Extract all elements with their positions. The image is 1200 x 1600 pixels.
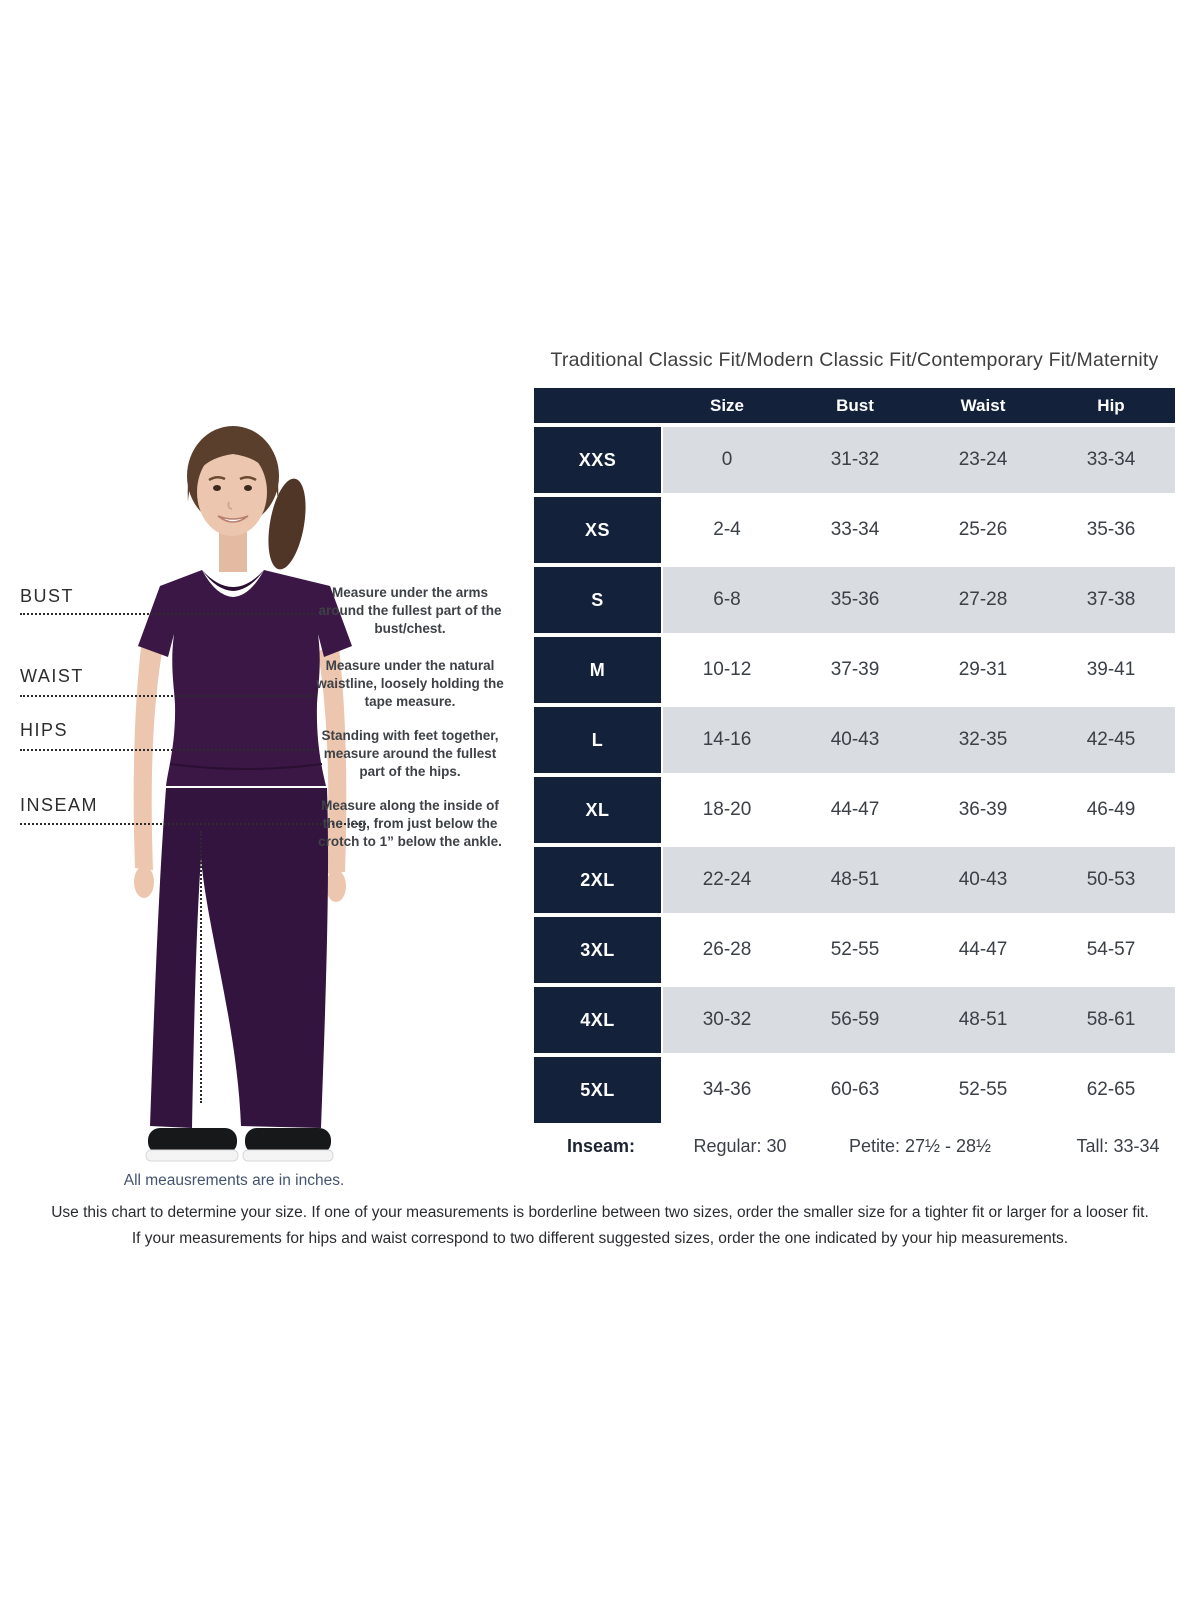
table-row xyxy=(534,847,1175,913)
inseam-instruction: Measure along the inside of the leg, from just below the crotch to 1” below the ankle. xyxy=(318,798,502,849)
row-size-label: S xyxy=(534,567,663,633)
inseam-vertical-line xyxy=(200,831,202,1103)
cell-waist: 52-55 xyxy=(919,1057,1047,1123)
cell-size: 6-8 xyxy=(663,567,791,633)
table-row xyxy=(534,917,1175,983)
waist-line xyxy=(20,695,316,697)
inseam-label: INSEAM xyxy=(20,795,99,815)
cell-hip: 50-53 xyxy=(1047,847,1175,913)
cell-waist: 29-31 xyxy=(919,637,1047,703)
sole-left xyxy=(146,1150,238,1161)
table-row xyxy=(534,1057,1175,1123)
inseam-petite: Petite: 27½ - 28½ xyxy=(848,1136,992,1156)
inseam-row-label: Inseam: xyxy=(566,1136,636,1156)
bust-line xyxy=(20,613,316,615)
cell-waist: 48-51 xyxy=(919,987,1047,1053)
cell-size: 30-32 xyxy=(663,987,791,1053)
table-rows xyxy=(534,427,1175,1123)
measurements-caption: All meausrements are in inches. xyxy=(123,1172,345,1189)
cell-bust: 56-59 xyxy=(791,987,919,1053)
cell-bust: 33-34 xyxy=(791,497,919,563)
cell-bust: 37-39 xyxy=(791,637,919,703)
hand-right xyxy=(326,870,346,902)
cell-size: 26-28 xyxy=(663,917,791,983)
waist-label: WAIST xyxy=(20,666,84,686)
arm-left xyxy=(134,639,162,870)
header-waist: Waist xyxy=(960,396,1006,415)
hand-left xyxy=(134,866,154,898)
cell-bust: 35-36 xyxy=(791,567,919,633)
scrub-pants xyxy=(150,788,328,1128)
cell-hip: 33-34 xyxy=(1047,427,1175,493)
cell-hip: 39-41 xyxy=(1047,637,1175,703)
cell-size: 18-20 xyxy=(663,777,791,843)
table-row xyxy=(534,567,1175,633)
row-size-label: 2XL xyxy=(534,847,663,913)
inseam-regular: Regular: 30 xyxy=(693,1136,787,1156)
cell-waist: 40-43 xyxy=(919,847,1047,913)
header-bust: Bust xyxy=(836,396,874,415)
cell-hip: 35-36 xyxy=(1047,497,1175,563)
row-size-label: L xyxy=(534,707,663,773)
table-row xyxy=(534,707,1175,773)
header-hip: Hip xyxy=(1097,396,1125,415)
row-size-label: 3XL xyxy=(534,917,663,983)
header-spacer xyxy=(534,388,663,423)
cell-bust: 60-63 xyxy=(791,1057,919,1123)
row-size-label: XS xyxy=(534,497,663,563)
bust-instruction: Measure under the arms around the fullest part of the bust/chest. xyxy=(318,585,502,636)
row-size-label: 5XL xyxy=(534,1057,663,1123)
bust-label: BUST xyxy=(20,586,75,606)
row-size-label: 4XL xyxy=(534,987,663,1053)
cell-bust: 52-55 xyxy=(791,917,919,983)
table-row xyxy=(534,637,1175,703)
chart-title: Traditional Classic Fit/Modern Classic Fit/Contemporary Fit/Maternity xyxy=(550,349,1159,371)
cell-waist: 36-39 xyxy=(919,777,1047,843)
footer-line-1: Use this chart to determine your size. If one of your measurements is borderline between two sizes, order the smaller size for a tighter fit or larger for a looser fit. xyxy=(51,1204,1149,1221)
eye-left xyxy=(213,485,221,491)
sole-right xyxy=(243,1150,333,1161)
cell-hip: 54-57 xyxy=(1047,917,1175,983)
cell-waist: 27-28 xyxy=(919,567,1047,633)
footer-line-2: If your measurements for hips and waist correspond to two different suggested sizes, order the one indicated by your hip measurements. xyxy=(131,1230,1069,1247)
waist-instruction: Measure under the natural waistline, loosely holding the tape measure. xyxy=(316,658,504,709)
cell-waist: 23-24 xyxy=(919,427,1047,493)
cell-hip: 58-61 xyxy=(1047,987,1175,1053)
cell-hip: 42-45 xyxy=(1047,707,1175,773)
cell-size: 14-16 xyxy=(663,707,791,773)
cell-hip: 62-65 xyxy=(1047,1057,1175,1123)
cell-size: 10-12 xyxy=(663,637,791,703)
inseam-tall: Tall: 33-34 xyxy=(1076,1136,1160,1156)
cell-size: 22-24 xyxy=(663,847,791,913)
cell-waist: 44-47 xyxy=(919,917,1047,983)
size-table xyxy=(534,388,1175,1127)
cell-bust: 44-47 xyxy=(791,777,919,843)
table-row xyxy=(534,427,1175,493)
cell-size: 2-4 xyxy=(663,497,791,563)
cell-size: 0 xyxy=(663,427,791,493)
table-row xyxy=(534,777,1175,843)
hips-label: HIPS xyxy=(20,720,69,740)
cell-waist: 25-26 xyxy=(919,497,1047,563)
table-row xyxy=(534,987,1175,1053)
row-size-label: M xyxy=(534,637,663,703)
cell-hip: 46-49 xyxy=(1047,777,1175,843)
cell-size: 34-36 xyxy=(663,1057,791,1123)
cell-hip: 37-38 xyxy=(1047,567,1175,633)
cell-bust: 31-32 xyxy=(791,427,919,493)
table-row xyxy=(534,497,1175,563)
cell-bust: 40-43 xyxy=(791,707,919,773)
row-size-label: XXS xyxy=(534,427,663,493)
header-size: Size xyxy=(709,396,745,415)
cell-bust: 48-51 xyxy=(791,847,919,913)
table-header xyxy=(534,388,1175,423)
cell-waist: 32-35 xyxy=(919,707,1047,773)
hips-line xyxy=(20,749,316,751)
row-size-label: XL xyxy=(534,777,663,843)
eye-right xyxy=(244,485,252,491)
hips-instruction: Standing with feet together, measure around the fullest part of the hips. xyxy=(321,728,499,779)
